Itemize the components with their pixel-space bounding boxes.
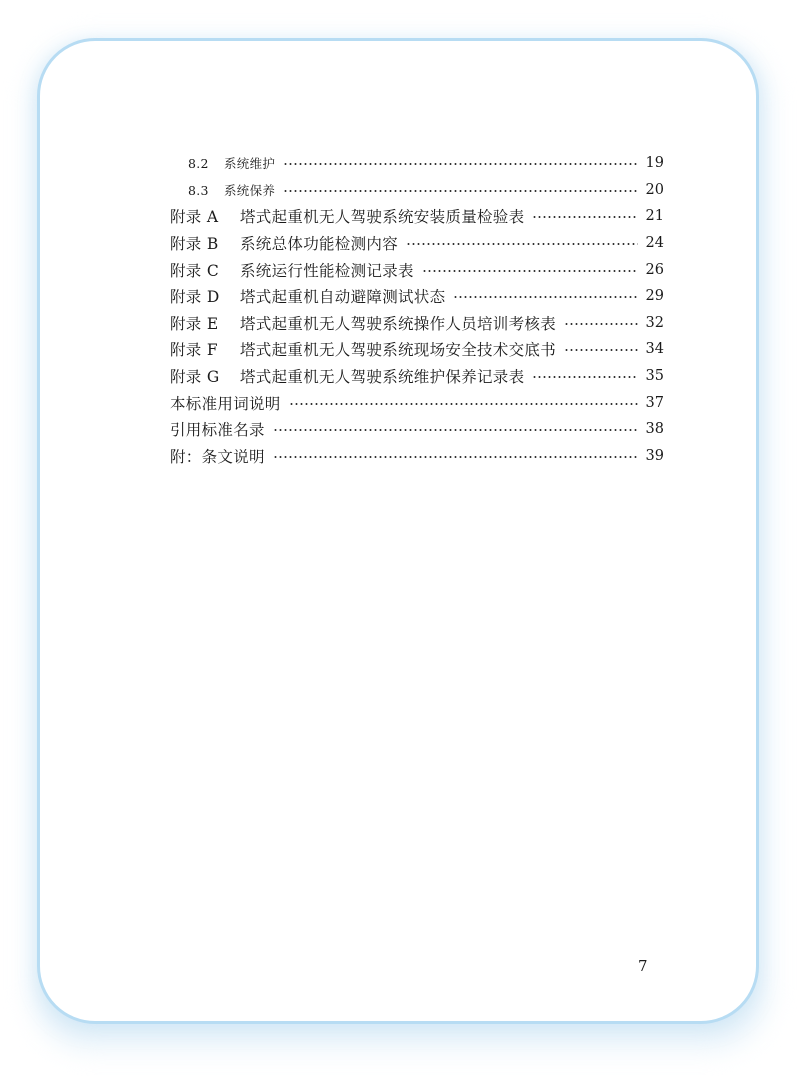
toc-label: [188, 181, 275, 199]
toc-entry-appendix-e[interactable]: [170, 310, 664, 337]
dot-leader: [406, 243, 638, 245]
toc-page-number: 29: [645, 288, 664, 305]
toc-number: 附录 E: [170, 314, 219, 333]
toc-page-number: 34: [645, 341, 664, 358]
toc-page-number: 35: [645, 368, 664, 385]
toc-number: 附录 F: [170, 341, 218, 360]
toc-entry-appendix-g[interactable]: [170, 363, 664, 390]
toc-page-number: 39: [645, 447, 664, 464]
toc-page-number: 20: [645, 181, 664, 198]
toc-number: 附录 B: [170, 235, 219, 254]
toc-page-number: 24: [645, 235, 664, 252]
toc-page-number: 26: [645, 261, 664, 278]
dot-leader: [273, 429, 638, 431]
dot-leader: [564, 349, 638, 351]
toc-entry-appendix-c[interactable]: [170, 256, 664, 283]
dot-leader: [532, 216, 637, 218]
toc-entry-appendix-f[interactable]: [170, 336, 664, 363]
dot-leader: [283, 190, 637, 192]
toc-number: 附录 A: [170, 208, 219, 227]
toc-page-number: 21: [645, 208, 664, 225]
toc-number: 8.2: [188, 156, 209, 172]
toc-label: [170, 205, 524, 227]
toc-title: 系统维护: [224, 156, 276, 172]
toc-title: 本标准用词说明: [170, 394, 281, 413]
toc-number: 附录 D: [170, 288, 220, 307]
toc-label: [170, 418, 265, 440]
toc-entry-8-3[interactable]: [170, 177, 664, 204]
toc-title: 塔式起重机无人驾驶系统现场安全技术交底书: [240, 341, 557, 360]
toc-label: [170, 338, 556, 360]
dot-leader: [422, 270, 638, 272]
toc-label: [188, 154, 275, 172]
toc-label: [170, 312, 556, 334]
toc-label: [170, 285, 445, 307]
dot-leader: [273, 456, 638, 458]
toc-title: 系统运行性能检测记录表: [240, 261, 414, 280]
toc-title: 系统保养: [224, 182, 276, 198]
toc-entry-8-2[interactable]: [170, 150, 664, 177]
dot-leader: [283, 163, 637, 165]
toc-title: 塔式起重机无人驾驶系统安装质量检验表: [240, 208, 525, 227]
table-of-contents: [170, 150, 664, 469]
toc-entry-terms-explanation[interactable]: [170, 389, 664, 416]
toc-label: [170, 232, 398, 254]
toc-title: 塔式起重机无人驾驶系统维护保养记录表: [240, 368, 525, 387]
toc-page-number: 38: [645, 421, 664, 438]
page-number: 7: [638, 957, 648, 975]
dot-leader: [289, 403, 638, 405]
toc-label: [170, 445, 265, 467]
toc-number: 8.3: [188, 182, 209, 198]
toc-label: [170, 259, 414, 281]
toc-title: 附：条文说明: [170, 447, 265, 466]
toc-page-number: 37: [645, 394, 664, 411]
toc-label: [170, 365, 524, 387]
toc-title: 系统总体功能检测内容: [240, 235, 399, 254]
toc-title: 引用标准名录: [170, 421, 265, 440]
dot-leader: [564, 323, 638, 325]
toc-entry-clause-explanation[interactable]: [170, 443, 664, 470]
toc-page-number: 19: [645, 155, 664, 172]
toc-number: 附录 G: [170, 368, 220, 387]
toc-entry-appendix-b[interactable]: [170, 230, 664, 257]
toc-title: 塔式起重机无人驾驶系统操作人员培训考核表: [240, 314, 557, 333]
dot-leader: [532, 376, 637, 378]
toc-page-number: 32: [645, 314, 664, 331]
toc-title: 塔式起重机自动避障测试状态: [240, 288, 446, 307]
toc-entry-appendix-a[interactable]: [170, 203, 664, 230]
toc-label: [170, 392, 281, 414]
toc-entry-referenced-standards[interactable]: [170, 416, 664, 443]
toc-number: 附录 C: [170, 261, 219, 280]
toc-entry-appendix-d[interactable]: [170, 283, 664, 310]
dot-leader: [453, 296, 637, 298]
